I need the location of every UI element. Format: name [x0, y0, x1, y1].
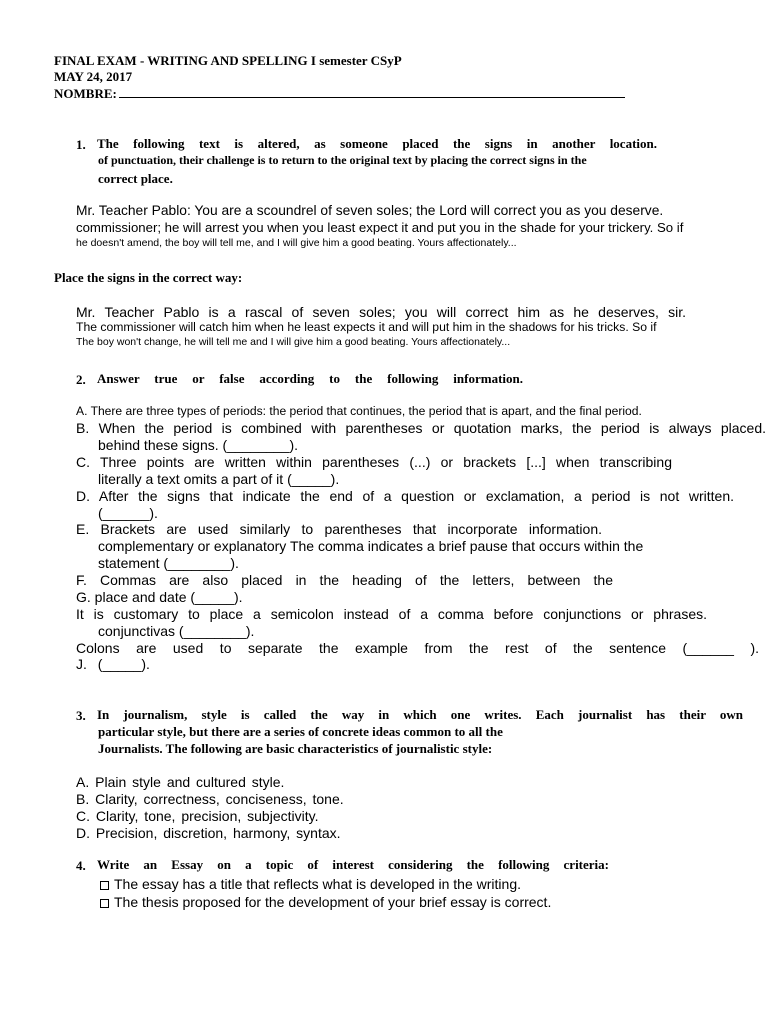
name-label: NOMBRE: — [54, 86, 117, 101]
q1-answer-line1: Mr. Teacher Pablo is a rascal of seven soles; you will correct him as he deserves, sir. — [76, 304, 686, 320]
q1-answer-line2: The commissioner will catch him when he least expects it and will put him in the shadows for his tricks. So if — [76, 320, 657, 334]
q2-item-e-line3: statement (________). — [98, 555, 239, 571]
q2-item-e-line2: complementary or explanatory The comma indicates a brief pause that occurs within the — [98, 538, 644, 554]
q2-item-e-line1: E. Brackets are used similarly to parentheses that incorporate information. — [76, 521, 602, 537]
q2-item-i-line1: Colons are used to separate the example from the rest of the sentence (______ ). — [76, 640, 759, 656]
q1-instruction-line3: correct place. — [98, 171, 173, 186]
exam-date: MAY 24, 2017 — [54, 69, 133, 84]
q2-item-g-line1: G. place and date (_____). — [76, 589, 243, 605]
q3-number: 3. — [76, 708, 86, 723]
q1-instruction-line1: The following text is altered, as someone placed the signs in another location. — [97, 136, 657, 151]
q3-option-b: B. Clarity, correctness, conciseness, tone. — [76, 791, 344, 807]
q2-heading: Answer true or false according to the following information. — [97, 371, 523, 386]
q1-altered-text-line3: he doesn't amend, the boy will tell me, and I will give him a good beating. Yours affectionately... — [76, 237, 517, 249]
q1-instruction-line2: of punctuation, their challenge is to return to the original text by placing the correct signs in the — [98, 153, 587, 167]
exam-title: FINAL EXAM - WRITING AND SPELLING I semester CSyP — [54, 53, 402, 68]
q3-stem-line2: particular style, but there are a series of concrete ideas common to all the — [98, 724, 503, 739]
q2-number: 2. — [76, 372, 86, 387]
name-blank-line — [119, 86, 625, 98]
q3-stem-line1: In journalism, style is called the way in which one writes. Each journalist has their own — [97, 707, 743, 722]
q3-stem-line3: Journalists. The following are basic characteristics of journalistic style: — [98, 741, 493, 756]
q4-criterion-1 — [100, 876, 521, 893]
q1-number: 1. — [76, 137, 86, 152]
q2-item-h-line1: It is customary to place a semicolon instead of a comma before conjunctions or phrases. — [76, 606, 707, 622]
checkbox-bullet-icon — [100, 881, 109, 890]
q1-altered-text-line1: Mr. Teacher Pablo: You are a scoundrel of seven soles; the Lord will correct you as you deserve. — [76, 203, 664, 218]
q4-heading: Write an Essay on a topic of interest considering the following criteria: — [97, 857, 609, 872]
q2-item-c-line2: literally a text omits a part of it (_____). — [98, 471, 340, 487]
q1-place-signs-heading: Place the signs in the correct way: — [54, 270, 243, 285]
q2-item-h-line2: conjunctivas (________). — [98, 623, 255, 639]
q3-option-d: D. Precision, discretion, harmony, syntax. — [76, 825, 341, 841]
q2-item-j-line1: J. (_____). — [76, 656, 150, 672]
q2-item-b-line2: behind these signs. (________). — [98, 437, 299, 453]
q2-item-c-line1: C. Three points are written within parentheses (...) or brackets [...] when transcribing — [76, 454, 672, 470]
q2-item-b-line1: B. When the period is combined with parentheses or quotation marks, the period is always placed. — [76, 420, 766, 436]
q4-criterion-1-text: The essay has a title that reflects what is developed in the writing. — [114, 876, 521, 892]
q2-item-a: A. There are three types of periods: the period that continues, the period that is apart, and the final period. — [76, 404, 642, 418]
q1-answer-line3: The boy won't change, he will tell me and I will give him a good beating. Yours affectionately... — [76, 336, 511, 348]
checkbox-bullet-icon — [100, 899, 109, 908]
q4-criterion-2-text: The thesis proposed for the development of your brief essay is correct. — [114, 894, 552, 910]
q4-number: 4. — [76, 858, 86, 873]
q2-item-d-line1: D. After the signs that indicate the end of a question or exclamation, a period is not written. — [76, 488, 734, 504]
q4-criterion-2 — [100, 894, 551, 911]
q3-option-c: C. Clarity, tone, precision, subjectivity. — [76, 808, 319, 824]
q2-item-f-line1: F. Commas are also placed in the heading of the letters, between the — [76, 572, 613, 588]
name-field — [54, 86, 625, 102]
q1-altered-text-line2: commissioner; he will arrest you when you least expect it and put you in the shade for your trickery. So if — [76, 220, 684, 235]
q3-option-a: A. Plain style and cultured style. — [76, 774, 285, 790]
q2-item-d-line2: (______). — [98, 505, 158, 521]
